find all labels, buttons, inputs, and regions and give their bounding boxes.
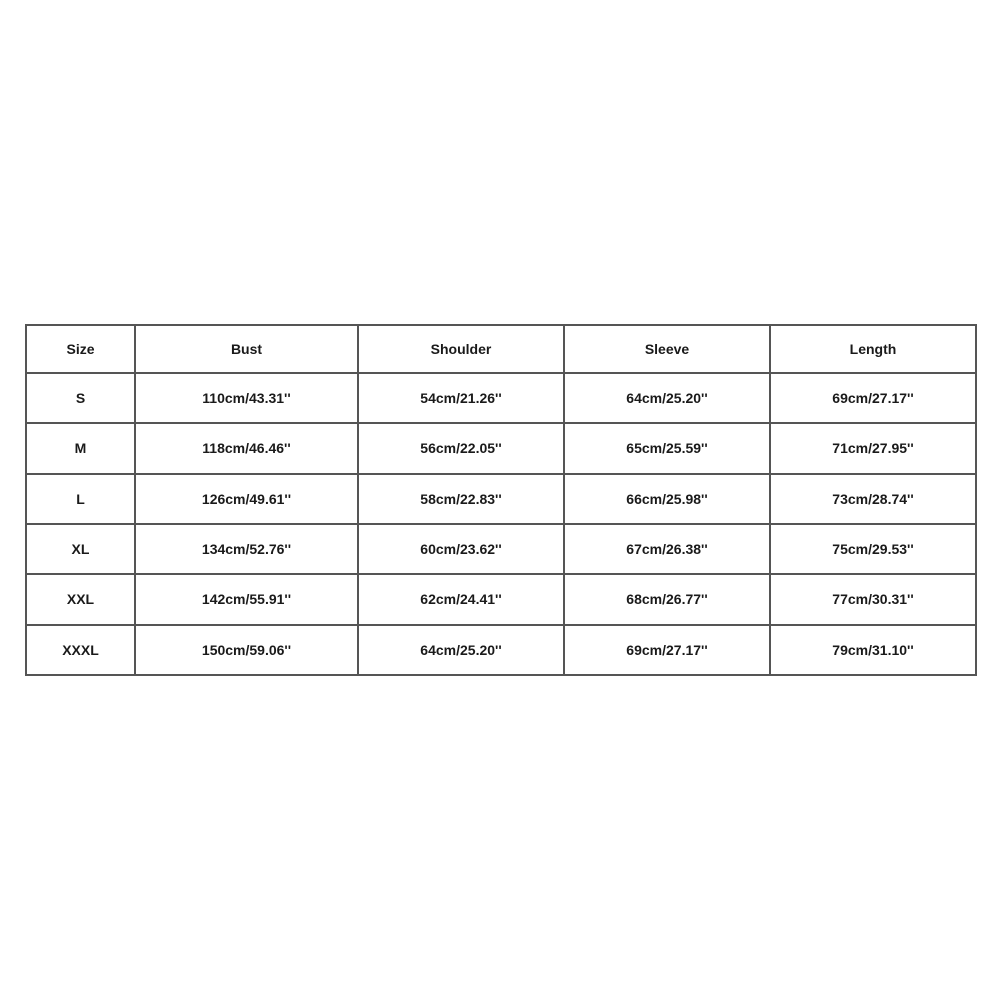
cell-sleeve: 68cm/26.77'' [564, 574, 770, 624]
table-row [26, 423, 976, 473]
cell-length: 73cm/28.74'' [770, 474, 976, 524]
cell-length: 79cm/31.10'' [770, 625, 976, 675]
header-size: Size [26, 325, 135, 373]
cell-shoulder: 60cm/23.62'' [358, 524, 564, 574]
table-row [26, 474, 976, 524]
table-row [26, 373, 976, 423]
table-row [26, 625, 976, 675]
cell-bust: 118cm/46.46'' [135, 423, 358, 473]
cell-bust: 126cm/49.61'' [135, 474, 358, 524]
cell-size: S [26, 373, 135, 423]
cell-sleeve: 65cm/25.59'' [564, 423, 770, 473]
table-row [26, 574, 976, 624]
cell-bust: 110cm/43.31'' [135, 373, 358, 423]
cell-sleeve: 64cm/25.20'' [564, 373, 770, 423]
cell-size: M [26, 423, 135, 473]
cell-shoulder: 56cm/22.05'' [358, 423, 564, 473]
cell-length: 71cm/27.95'' [770, 423, 976, 473]
cell-shoulder: 64cm/25.20'' [358, 625, 564, 675]
cell-sleeve: 66cm/25.98'' [564, 474, 770, 524]
cell-bust: 142cm/55.91'' [135, 574, 358, 624]
header-bust: Bust [135, 325, 358, 373]
table-header-row [26, 325, 976, 373]
cell-bust: 150cm/59.06'' [135, 625, 358, 675]
table-row [26, 524, 976, 574]
cell-size: XXL [26, 574, 135, 624]
cell-length: 69cm/27.17'' [770, 373, 976, 423]
header-length: Length [770, 325, 976, 373]
cell-size: L [26, 474, 135, 524]
cell-shoulder: 54cm/21.26'' [358, 373, 564, 423]
cell-bust: 134cm/52.76'' [135, 524, 358, 574]
cell-length: 75cm/29.53'' [770, 524, 976, 574]
cell-sleeve: 67cm/26.38'' [564, 524, 770, 574]
cell-sleeve: 69cm/27.17'' [564, 625, 770, 675]
cell-shoulder: 62cm/24.41'' [358, 574, 564, 624]
cell-length: 77cm/30.31'' [770, 574, 976, 624]
cell-size: XL [26, 524, 135, 574]
header-shoulder: Shoulder [358, 325, 564, 373]
cell-size: XXXL [26, 625, 135, 675]
header-sleeve: Sleeve [564, 325, 770, 373]
cell-shoulder: 58cm/22.83'' [358, 474, 564, 524]
size-chart-table [25, 324, 977, 676]
